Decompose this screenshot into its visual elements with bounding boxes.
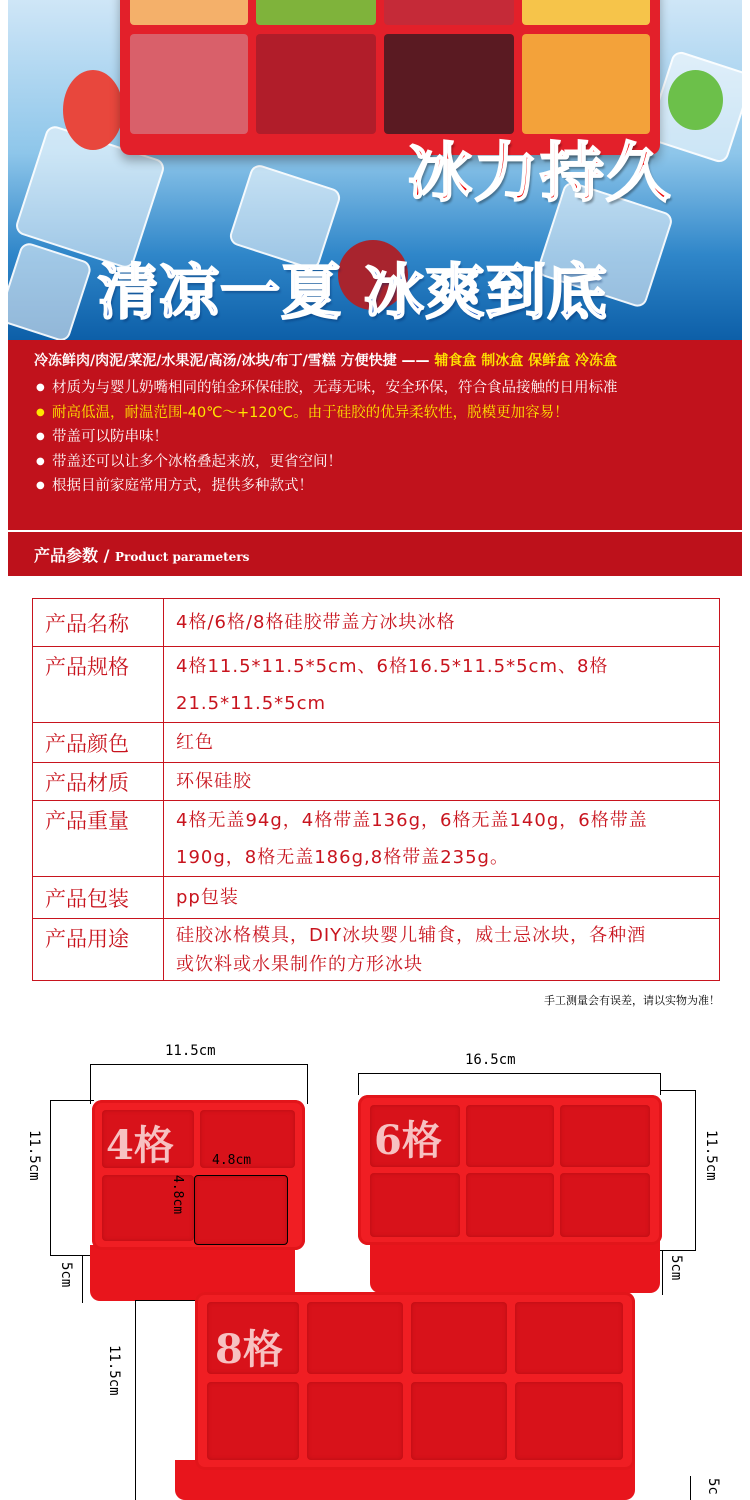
dim-line (662, 1250, 663, 1295)
param-key: 产品名称 (33, 599, 164, 647)
tray4-depth-label: 11.5cm (26, 1130, 42, 1181)
dim-line (307, 1064, 308, 1104)
tray-cell (384, 0, 514, 25)
table-row (33, 801, 720, 877)
tray-4-label: 4格 (106, 1122, 174, 1169)
tray6-width-label: 16.5cm (465, 1052, 516, 1068)
param-value: pp包装 (164, 877, 720, 919)
params-title-cn: 产品参数 (34, 546, 99, 565)
dim-line (90, 1064, 308, 1065)
tray-6-label: 6格 (374, 1117, 442, 1164)
tray4-height-label: 5cm (58, 1262, 74, 1288)
headline-highlight: 辅食盒 制冰盒 保鲜盒 冷冻盒 (434, 353, 618, 369)
table-row (33, 877, 720, 919)
tray-cell (411, 1302, 507, 1374)
dim-line (660, 1073, 661, 1095)
param-value: 4格无盖94g，4格带盖136g，6格无盖140g，6格带盖190g，8格无盖186g,8格带盖235g。 (164, 801, 720, 877)
tray-cell (466, 1173, 554, 1237)
tray-cell (560, 1105, 650, 1167)
tray-4-image (92, 1100, 305, 1250)
tray8-depth-label: 11.5cm (106, 1345, 122, 1396)
hero-banner (8, 0, 742, 340)
param-value: 4格/6格/8格硅胶带盖方冰块冰格 (164, 599, 720, 647)
tray-cell (384, 34, 514, 134)
feature-item: ● 带盖还可以让多个冰格叠起来放，更省空间！ (36, 450, 726, 475)
tray-cell (560, 1173, 650, 1237)
dim-line (135, 1300, 136, 1500)
params-header (8, 532, 742, 576)
table-row (33, 919, 720, 981)
param-key: 产品规格 (33, 647, 164, 723)
feature-item: ● 带盖可以防串味！ (36, 425, 726, 450)
dim-line (358, 1073, 660, 1074)
table-row (33, 599, 720, 647)
tray-cell (466, 1105, 554, 1167)
dim-line (50, 1255, 94, 1256)
tray-cell (207, 1382, 299, 1460)
tray-cell (515, 1302, 623, 1374)
features-headline (34, 350, 617, 370)
tray-cell (307, 1302, 403, 1374)
dim-line (135, 1300, 195, 1301)
params-table (32, 598, 720, 981)
param-key: 产品包装 (33, 877, 164, 919)
param-value: 4格11.5*11.5*5cm、6格16.5*11.5*5cm、8格21.5*11.5*5cm (164, 647, 720, 723)
dim-line (50, 1100, 94, 1101)
dim-line (690, 1476, 691, 1500)
dim-line (660, 1250, 696, 1251)
feature-item: ● 耐高低温，耐温范围-40℃～+120℃。由于硅胶的优异柔软性，脱模更加容易！ (36, 401, 726, 426)
table-row (33, 647, 720, 723)
tray-cell (130, 0, 248, 25)
param-key: 产品重量 (33, 801, 164, 877)
tray-cell (130, 34, 248, 134)
tray-8-image (195, 1292, 635, 1470)
tray6-depth-label: 11.5cm (703, 1130, 719, 1181)
dim-line (90, 1064, 91, 1104)
param-value: 红色 (164, 723, 720, 763)
param-value: 硅胶冰格模具，DIY冰块婴儿辅食，威士忌冰块，各种酒或饮料或水果制作的方形冰块 (164, 919, 720, 981)
tray-8-label: 8格 (215, 1326, 283, 1373)
tray-6-image (358, 1095, 662, 1245)
dim-line (82, 1255, 83, 1303)
table-row (33, 723, 720, 763)
tray-cell (522, 0, 650, 25)
tray-cell (194, 1175, 288, 1245)
cell-height-label: 4.8cm (170, 1175, 185, 1215)
lime-image (668, 70, 723, 130)
tray-cell (307, 1382, 403, 1460)
params-title-en: Product parameters (115, 550, 250, 564)
features-panel (8, 340, 742, 530)
table-row (33, 763, 720, 801)
feature-item: ● 材质为与婴儿奶嘴相同的铂金环保硅胶，无毒无味，安全环保，符合食品接触的日用标准 (36, 376, 726, 401)
params-title: 产品参数 / Product parameters (34, 546, 250, 565)
param-key: 产品颜色 (33, 723, 164, 763)
param-key: 产品材质 (33, 763, 164, 801)
dim-line (695, 1090, 696, 1250)
tray-cell (515, 1382, 623, 1460)
tray-cell (370, 1173, 460, 1237)
dim-line (358, 1073, 359, 1095)
tray-cell (522, 34, 650, 134)
tray4-width-label: 11.5cm (165, 1043, 216, 1059)
ice-cube (8, 241, 93, 340)
feature-item: ● 根据目前家庭常用方式，提供多种款式！ (36, 474, 726, 499)
slogan-bottom: 清凉一夏 冰爽到底 (98, 258, 608, 328)
cell-width-label: 4.8cm (212, 1153, 252, 1168)
param-value: 环保硅胶 (164, 763, 720, 801)
dim-line (660, 1090, 696, 1091)
measurement-note: 手工测量会有误差，请以实物为准！ (544, 994, 720, 1007)
tray-cell (256, 34, 376, 134)
tray8-height-label: 5c (705, 1478, 721, 1495)
param-key: 产品用途 (33, 919, 164, 981)
tray-cell (411, 1382, 507, 1460)
headline-main: 冷冻鲜肉/肉泥/菜泥/水果泥/高汤/冰块/布丁/雪糕 方便快捷 —— (34, 353, 435, 369)
strawberry-image (63, 70, 123, 150)
tray6-height-label: 5cm (668, 1255, 684, 1281)
dim-line (50, 1100, 51, 1255)
feature-list (36, 376, 726, 499)
slogan-top: 冰力持久 (408, 136, 672, 211)
tray-cell (256, 0, 376, 25)
